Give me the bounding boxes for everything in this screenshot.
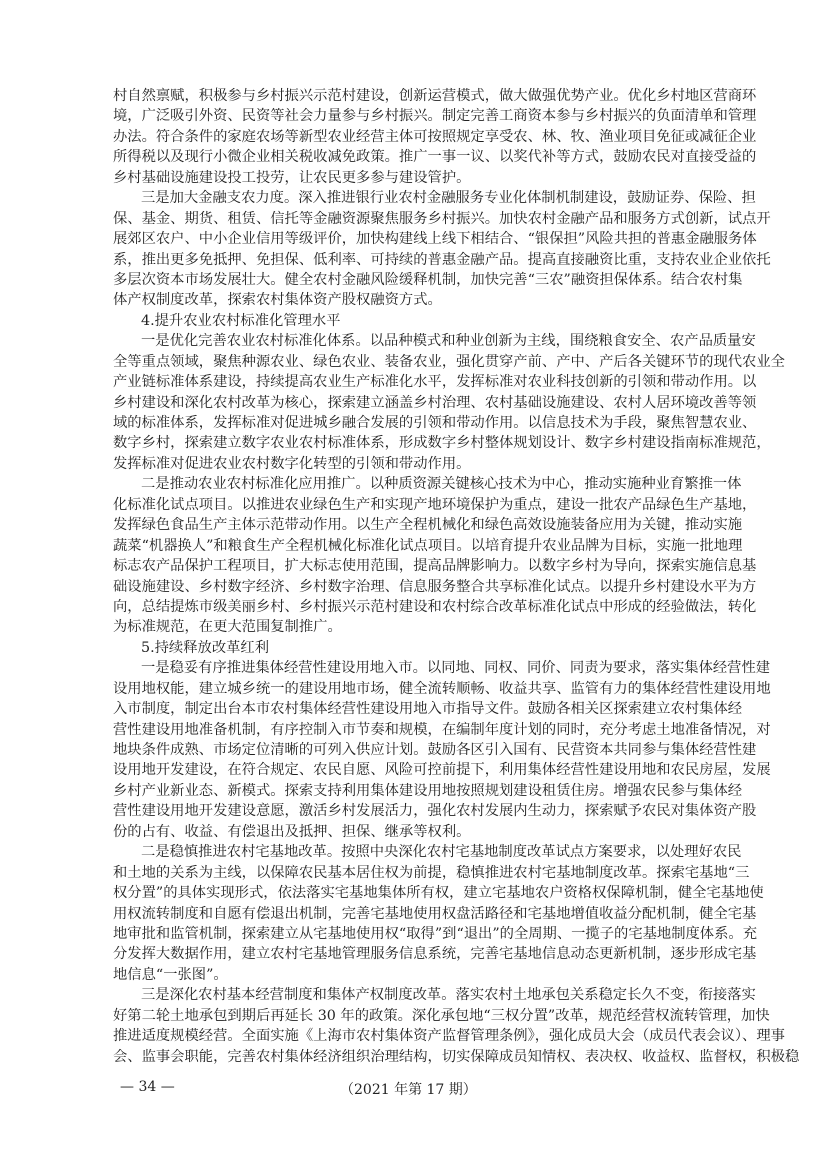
text-line: 础设施建设、乡村数字经济、乡村数字治理、信息服务整合共享标准化试点。以提升乡村建设水平为方 <box>113 578 757 595</box>
text-line: 蔬菜“机器换人”和粮食生产全程机械化标准化试点项目。以培育提升农业品牌为目标，实施一批地理 <box>113 537 743 554</box>
text-line: 一是稳妥有序推进集体经营性建设用地入市。以同地、同权、同价、同责为要求，落实集体经营性建 <box>141 660 771 677</box>
text-line: 所得税以及现行小微企业相关税收减免政策。推广一事一议、以奖代补等方式，鼓励农民对直接受益的 <box>113 149 757 166</box>
text-line: 地信息“一张图”。 <box>113 966 228 983</box>
text-line: 地块条件成熟、市场定位清晰的可列入供应计划。鼓励各区引入国有、民营资本共同参与集体经营性建 <box>113 742 757 758</box>
text-line: 乡村建设和深化农村改革为核心，探索建立涵盖乡村治理、农村基础设施建设、农村人居环境改善等领 <box>113 394 757 411</box>
text-line: 体产权制度改革，探索农村集体资产股权融资方式。 <box>113 292 442 309</box>
text-line: 乡村基础设施建设投工投劳，让农民更多参与建设管护。 <box>113 169 471 186</box>
section-heading <box>113 311 719 331</box>
text-line: 份的占有、收益、有偿退出及抵押、担保、继承等权利。 <box>113 823 471 840</box>
text-line: 一是优化完善农业农村标准化体系。以品种模式和种业创新为主线，围绕粮食安全、农产品质量安 <box>141 333 756 350</box>
paragraph <box>113 658 771 842</box>
paragraph <box>113 86 757 188</box>
paragraph <box>113 474 757 638</box>
text-line: 标志农产品保护工程项目，扩大标志使用范围，提高品牌影响力。以数字乡村为导向，探索实施信息基 <box>113 558 757 575</box>
text-line: 用权流转制度和自愿有偿退出机制，完善宅基地使用权盘活路径和宅基地增值收益分配机制，健全宅基 <box>113 905 757 922</box>
text-line: 产业链标准体系建设，持续提高农业生产标准化水平，发挥标准对农业科技创新的引领和带动作用。以 <box>113 374 757 391</box>
text-line: 营性建设用地准备机制，有序控制入市节奏和规模，在编制年度计划的同时，充分考虑土地准备情况，对 <box>113 721 771 738</box>
text-line: 营性建设用地开发建设意愿，激活乡村发展活力，强化农村发展内生动力，探索赋予农民对集体资产股 <box>113 803 757 820</box>
section-heading <box>113 638 719 658</box>
text-line: 和土地的关系为主线，以保障农民基本居住权为前提，稳慎推进农村宅基地制度改革。探索宅基地“三 <box>113 864 750 881</box>
paragraph <box>113 331 785 474</box>
text-line: 发挥标准对促进农业农村数字化转型的引领和带动作用。 <box>113 455 471 472</box>
text-line: 4.提升农业农村标准化管理水平 <box>141 312 341 329</box>
text-line: 保、基金、期货、租赁、信托等金融资源聚焦服务乡村振兴。加快农村金融产品和服务方式创新，试点开 <box>113 210 771 227</box>
text-line: 境，广泛吸引外资、民资等社会力量参与乡村振兴。制定完善工商资本参与乡村振兴的负面清单和管理 <box>113 108 757 125</box>
text-line: 会、监事会职能，完善农村集体经济组织治理结构，切实保障成员知情权、表决权、收益权、监督权，积极稳 <box>113 1048 800 1065</box>
text-line: 设用地开发建设，在符合规定、农民自愿、风险可控前提下，利用集体经营性建设用地和农民房屋，发展 <box>113 762 771 779</box>
text-line: 分发挥大数据作用，建立农村宅基地管理服务信息系统，完善宅基地信息动态更新机制，逐步形成宅基 <box>113 946 757 963</box>
text-line: 数字乡村，探索建立数字农业农村标准体系，形成数字乡村整体规划设计、数字乡村建设指南标准规范， <box>113 435 771 452</box>
paragraph <box>113 188 771 311</box>
text-line: 5.持续释放改革红利 <box>141 639 270 656</box>
issue-label: （2021 年第 17 期） <box>340 1082 477 1098</box>
text-line: 设用地权能，建立城乡统一的建设用地市场，健全流转顺畅、收益共享、监管有力的集体经营性建设用地 <box>113 680 771 697</box>
document-body <box>113 86 800 1067</box>
paragraph <box>113 985 800 1067</box>
text-line: 乡村产业新业态、新模式。探索支持利用集体建设用地按照规划建设租赁住房。增强农民参与集体经 <box>113 782 743 799</box>
text-line: 化标准化试点项目。以推进农业绿色生产和实现产地环境保护为重点，建设一批农产品绿色生产基地， <box>113 496 757 513</box>
text-line: 入市制度，制定出台本市农村集体经营性建设用地入市指导文件。鼓励各相关区探索建立农村集体经 <box>113 701 743 718</box>
text-line: 三是深化农村基本经营制度和集体产权制度改革。落实农村土地承包关系稳定长久不变，衔接落实 <box>141 987 756 1004</box>
text-line: 展郊区农户、中小企业信用等级评价，加快构建线上线下相结合、“银保担”风险共担的普惠金融服务体 <box>113 231 757 248</box>
text-line: 系，推出更多免抵押、免担保、低利率、可持续的普惠金融产品。提高直接融资比重，支持农业企业依托 <box>113 251 771 268</box>
text-line: 二是稳慎推进农村宅基地改革。按照中央深化农村宅基地制度改革试点方案要求，以处理好农民 <box>141 844 742 861</box>
text-line: 三是加大金融支农力度。深入推进银行业农村金融服务专业化体制机制建设，鼓励证券、保险、担 <box>141 190 756 207</box>
text-line: 为标准规范，在更大范围复制推广。 <box>113 619 342 636</box>
text-line: 办法。符合条件的家庭农场等新型农业经营主体可按照规定享受农、林、牧、渔业项目免征或减征企业 <box>113 128 757 145</box>
text-line: 发挥绿色食品生产主体示范带动作用。以生产全程机械化和绿色高效设施装备应用为关键，推动实施 <box>113 517 743 534</box>
paragraph <box>113 842 764 985</box>
text-line: 二是推动农业农村标准化应用推广。以种质资源关键核心技术为中心，推动实施种业育繁推一体 <box>141 476 742 493</box>
text-line: 向，总结提炼市级美丽乡村、乡村振兴示范村建设和农村综合改革标准化试点中形成的经验做法，转化 <box>113 598 757 615</box>
text-line: 地审批和监管机制，探索建立从宅基地使用权“取得”到“退出”的全周期、一揽子的宅基地制度体系。充 <box>113 925 757 942</box>
text-line: 好第二轮土地承包到期后再延长 30 年的政策。深化承包地“三权分置”改革，规范经营权流转管理，加快 <box>113 1007 770 1024</box>
text-line: 推进适度规模经营。全面实施《上海市农村集体资产监督管理条例》，强化成员大会（成员代表会议）、理事 <box>113 1028 785 1045</box>
text-line: 域的标准体系，发挥标准对促进城乡融合发展的引领和带动作用。以信息技术为手段，聚焦智慧农业、 <box>113 415 757 431</box>
text-line: 全等重点领域，聚焦种源农业、绿色农业、装备农业，强化贯穿产前、产中、产后各关键环节的现代农业全 <box>113 353 785 370</box>
text-line: 多层次资本市场发展壮大。健全农村金融风险缓释机制，加快完善“三农”融资担保体系。结合农村集 <box>113 271 743 288</box>
text-line: 村自然禀赋，积极参与乡村振兴示范村建设，创新运营模式，做大做强优势产业。优化乡村地区营商环 <box>113 88 757 104</box>
text-line: 权分置”的具体实现形式，依法落实宅基地集体所有权，建立宅基地农户资格权保障机制，健全宅基地使 <box>113 885 764 902</box>
page-number: — 34 — <box>120 1079 175 1095</box>
